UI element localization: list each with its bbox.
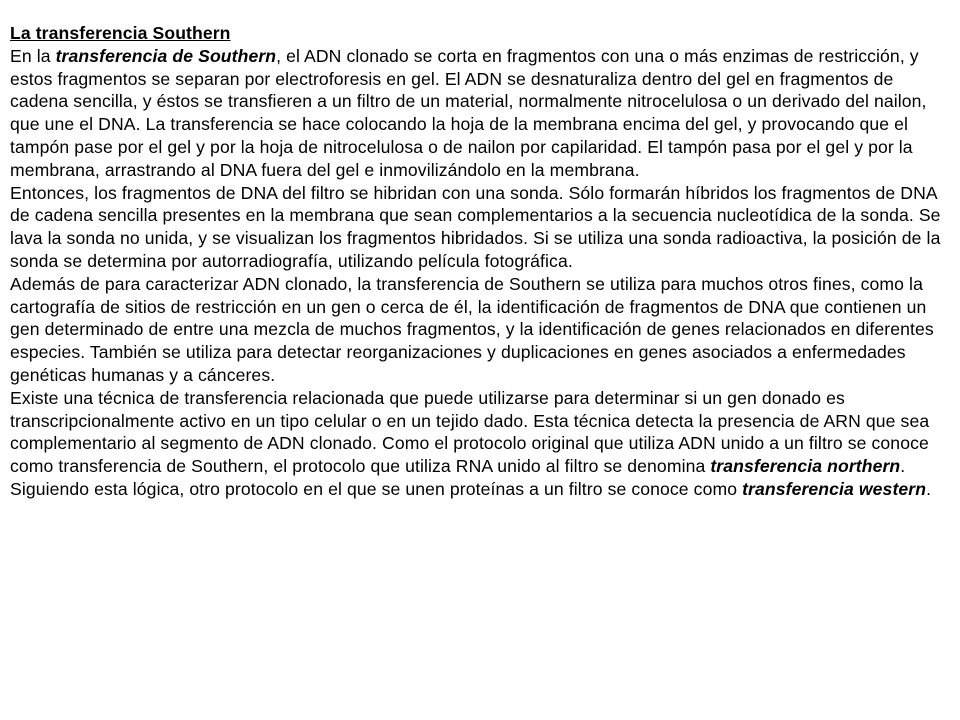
paragraph-text: , el ADN clonado se corta en fragmentos con una o más enzimas de restricción, y estos fragmentos se separan por electroforesis en gel. El ADN se desnaturaliza dentro del gel en fragmentos de cadena sencilla, y éstos se transfieren a un filtro de un material, normalmente nitrocelulosa o un derivado del nailon, que une el DNA. La transferencia se hace colocando la hoja de la membrana encima del gel, y provocando que el tampón pase por el gel y por la hoja de nitrocelulosa o de nailon por capilaridad. El tampón pasa por el gel y por la membrana, arrastrando al DNA fuera del gel e inmovilizándolo en la membrana. (10, 45, 927, 180)
paragraph-hybridization (10, 182, 952, 273)
paragraph-text: Existe una técnica de transferencia relacionada que puede utilizarse para determinar si un gen donado es transcripcionalmente activo en un tipo celular o en un tejido dado. Esta técnica detecta la presencia de ARN que sea complementario al segmento de ADN clonado. Como el protocolo original que utiliza ADN unido a un filtro se conoce como transferencia de Southern, el protocolo que utiliza RNA unido al filtro se denomina (10, 387, 930, 477)
paragraph-southern-method (10, 45, 952, 182)
emphasized-term-western: transferencia western (742, 478, 927, 499)
paragraph-text: En la (10, 45, 56, 66)
document-body (10, 22, 952, 501)
emphasized-term-southern: transferencia de Southern (55, 45, 277, 66)
emphasized-term-northern: transferencia northern (710, 456, 901, 477)
document-title: La transferencia Southern (10, 23, 231, 43)
paragraph-applications (10, 273, 952, 387)
paragraph-text: . (926, 478, 932, 499)
paragraph-text: Entonces, los fragmentos de DNA del filtro se hibridan con una sonda. Sólo formarán híbridos los fragmentos de DNA de cadena sencilla presentes en la membrana que sean complementarios a la secuencia nucleotídica de la sonda. Se lava la sonda no unida, y se visualizan los fragmentos hibridados. Si se utiliza una sonda radioactiva, la posición de la sonda se determina por autorradiografía, utilizando película fotográfica. (10, 182, 941, 271)
paragraph-text: Además de para caracterizar ADN clonado, la transferencia de Southern se utiliza para muchos otros fines, como la cartografía de sitios de restricción en un gen o cerca de él, la identificación de fragmentos de DNA que contienen un gen determinado de entre una mezcla de muchos fragmentos, y la identificación de genes relacionados en diferentes especies. También se utiliza para detectar reorganizaciones y duplicaciones en genes asociados a enfermedades genéticas humanas y a cánceres. (10, 273, 934, 385)
paragraph-related-techniques (10, 387, 952, 501)
paragraph-text: . Siguiendo esta lógica, otro protocolo en el que se unen proteínas a un filtro se conoce como (10, 456, 906, 499)
